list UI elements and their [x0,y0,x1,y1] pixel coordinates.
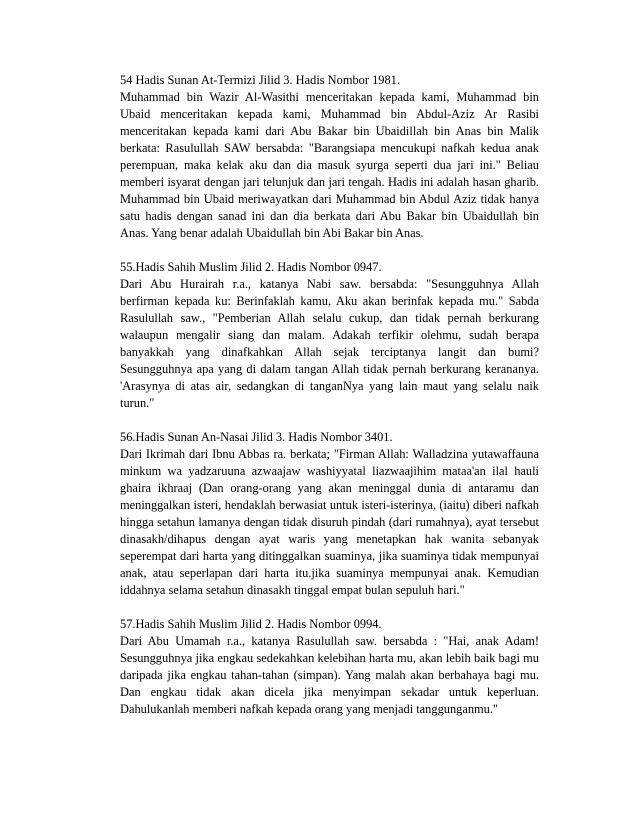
hadith-heading: 57.Hadis Sahih Muslim Jilid 2. Hadis Nombor 0994. [120,617,382,631]
hadith-heading: 54 Hadis Sunan At-Termizi Jilid 3. Hadis Nombor 1981. [120,73,400,87]
hadith-entry-55 [120,259,539,412]
hadith-heading: 56.Hadis Sunan An-Nasai Jilid 3. Hadis Nombor 3401. [120,430,393,444]
document-body [120,72,539,735]
hadith-text: Dari Abu Hurairah r.a., katanya Nabi saw. bersabda: "Sesungguhnya Allah berfirman kepada ku: Berinfaklah kamu, Aku akan berinfak kepada mu." Sabda Rasulullah saw., "Pemberian Allah selalu cukup, dan tidak pernah berkurang walaupun mengalir siang dan malam. Adakah terfikir olehmu, sudah berapa banyakkah yang dinafkahkan Allah sejak terciptanya langit dan bumi? Sesungguhnya apa yang di dalam tangan Allah tidak pernah berkurang kerananya. 'Arasynya di atas air, sedangkan di tanganNya yang lain maut yang selalu naik turun." [120,277,539,410]
hadith-heading: 55.Hadis Sahih Muslim Jilid 2. Hadis Nombor 0947. [120,260,382,274]
hadith-text: Dari Ikrimah dari Ibnu Abbas ra. berkata; "Firman Allah: Walladzina yutawaffauna minkum wa yadzaruuna azwaajaw washiyyatal liazwaajihim mataa'an ilal hauli ghaira ikhraaj (Dan orang-orang yang akan meninggal dunia di antaramu dan meninggalkan isteri, hendaklah berwasiat untuk isteri-isterinya, (iaitu) diberi nafkah hingga setahun lamanya dengan tidak disuruh pindah (dari rumahnya), ayat tersebut dinasakh/dihapus dengan ayat waris yang menetapkan hak wanita sebanyak seperempat dari harta yang ditinggalkan suaminya, jika suaminya tidak mempunyai anak, atau seperlapan dari harta itu.jika suaminya mempunyai anak. Kemudian iddahnya selama setahun dinasakh tinggal empat bulan sepuluh hari." [120,447,539,597]
hadith-text: Dari Abu Umamah r.a., katanya Rasulullah saw. bersabda : "Hai, anak Adam! Sesungguhnya jika engkau sedekahkan kelebihan harta mu, akan lebih baik bagi mu daripada jika engkau tahan-tahan (simpan). Yang malah akan berbahaya bagi mu. Dan engkau tidak akan dicela jika menyimpan sekadar untuk keperluan. Dahulukanlah memberi nafkah kepada orang yang menjadi tanggunganmu." [120,634,539,716]
hadith-entry-54 [120,72,539,242]
hadith-entry-57 [120,616,539,718]
hadith-entry-56 [120,429,539,599]
hadith-text: Muhammad bin Wazir Al-Wasithi menceritakan kepada kami, Muhammad bin Ubaid menceritakan kepada kami, Muhammad bin Abdul-Aziz Ar Rasibi menceritakan kepada kami dari Abu Bakar bin Ubaidillah bin Anas bin Malik berkata: Rasulullah SAW bersabda: "Barangsiapa mencukupi nafkah kedua anak perempuan, maka kelak aku dan dia masuk syurga seperti dua jari ini." Beliau memberi isyarat dengan jari telunjuk dan jari tengah. Hadis ini adalah hasan gharib. Muhammad bin Ubaid meriwayatkan dari Muhammad bin Abdul Aziz tidak hanya satu hadis dengan sanad ini dan dia berkata dari Abu Bakar bin Ubaidullah bin Anas. Yang benar adalah Ubaidullah bin Abi Bakar bin Anas. [120,90,539,240]
